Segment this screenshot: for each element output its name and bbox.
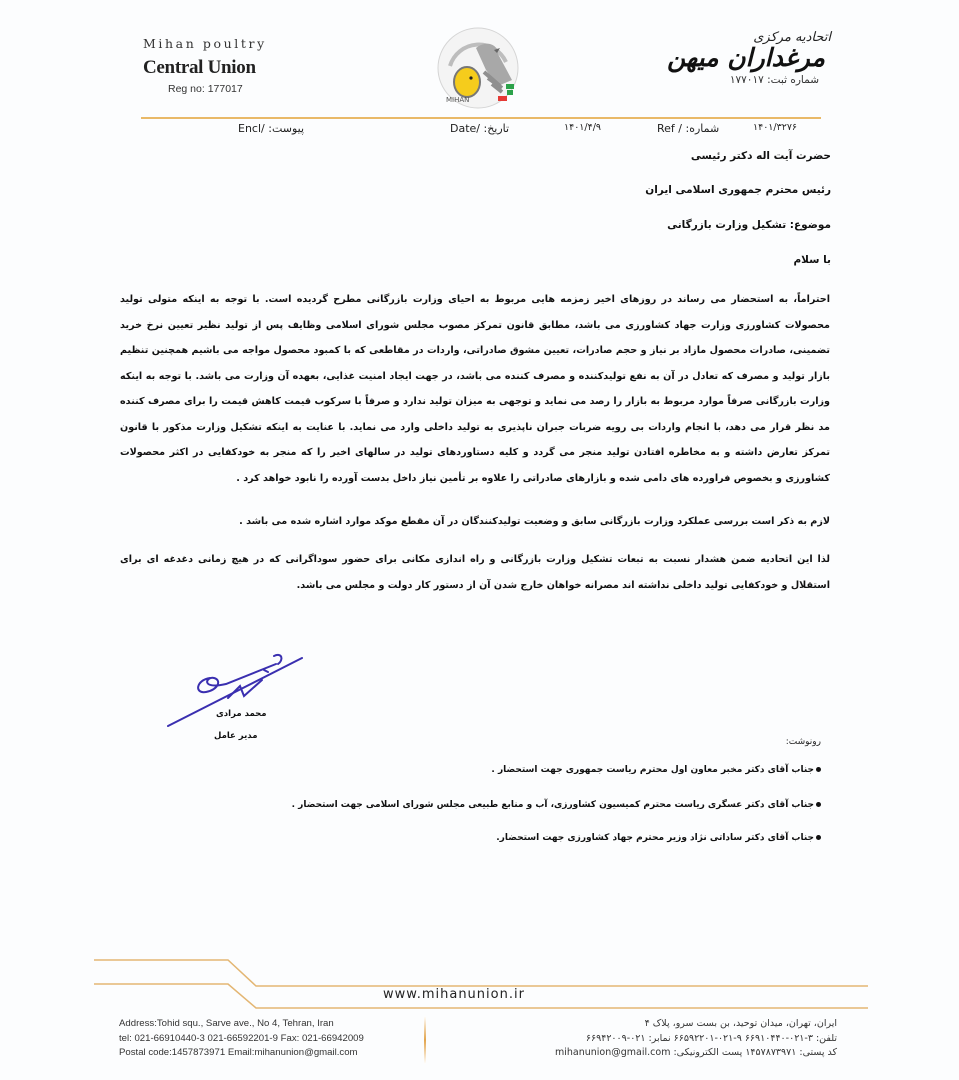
footer-address-en	[119, 1017, 364, 1061]
cc-item-text: جناب آقای دکتر ساداتی نژاد وزیر محترم جهاد کشاورزی جهت استحضار.	[496, 833, 814, 843]
letter-paragraph: لازم به ذکر است بررسی عملکرد وزارت بازرگانی سابق و وضعیت تولیدکنندگان در آن مقطع موکد موارد اشاره شده می باشد .	[239, 516, 830, 527]
letter-subject: موضوع: تشکیل وزارت بازرگانی	[667, 219, 831, 231]
date-label: Date/ :تاریخ	[450, 122, 510, 135]
reference-label: Ref / :شماره	[657, 122, 720, 135]
header-english	[143, 36, 267, 95]
svg-text:MIHAN: MIHAN	[446, 96, 470, 104]
cc-item	[491, 765, 821, 775]
header-divider	[141, 117, 821, 119]
cc-item-text: جناب آقای دکتر عسگری ریاست محترم کمیسیون کشاورزی، آب و منابع طبیعی مجلس شورای اسلامی جهت استحضار .	[291, 800, 814, 810]
union-logo-icon	[428, 26, 528, 112]
org-subtitle-fa: اتحادیه مرکزی	[753, 30, 831, 45]
cc-item	[292, 800, 821, 810]
org-subtitle-en: Mihan poultry	[143, 36, 267, 51]
enclosure-label: Encl/ :پیوست	[238, 122, 305, 135]
letter-greeting: با سلام	[793, 254, 831, 266]
bullet-icon	[816, 767, 821, 772]
header-persian	[667, 30, 831, 86]
date-value: ۱۴۰۱/۴/۹	[564, 122, 602, 133]
phone-line-fa: تلفن: ۳-۰۲۱-۶۶۹۱۰۴۴۰ ۹-۰۲۱-۶۶۵۹۲۲۰۱ نمابر: ۰۲۱-۶۶۹۴۲۰۰۹	[585, 1032, 837, 1044]
bullet-icon	[816, 802, 821, 807]
signatory-title: مدیر عامل	[214, 731, 258, 741]
letter-paragraph: احتراماً، به استحضار می رساند در روزهای اخیر زمزمه هایی مربوط به احیای وزارت بازرگانی مطرح گردیده است. با توجه به اینکه متولی تولید محصولات کشاورزی وزارت جهاد کشاورزی می باشد، مطابق قانون تمرکز مصوب مجلس شورای اسلامی وظایف پس از تولید نظیر تعیین نرخ خرید تضمینی، صادرات محصول مازاد بر نیاز و حجم صادرات، تعیین مشوق صادراتی، واردات در مقاطعی که با کمبود محصول مواجه می باشیم همچنین تنظیم بازار تولید و مصرف که تعادل در آن به نفع تولیدکننده و مصرف کننده می باشد، در جهت ایجاد امنیت غذایی، بعهده آن وزارت می باشد. با توجه به اینکه وزارت بازرگانی صرفاً موارد مربوط به بازار را رصد می نماید و توجهی به میزان تولید ندارد و صرفاً با سرکوب قیمت کاهش قیمت را برای مصرف کننده مد نظر قرار می دهد، با انجام واردات بی رویه ضربات جبران ناپذیری به تولید داخلی وارد می نماید. با عنایت به اینکه تشکیل وزارت مذکور با قانون تمرکز تعارض داشته و به مخاطره افتادن تولید منجر می گردد و کلیه دستاوردهای تولید در سالهای اخیر را که منجر به خودکفایی در اکثر محصولات کشاورزی و بخصوص فراورده های دامی شده و بازارهای صادراتی را علاوه بر تأمین نیاز داخل بدست آورده را نابود خواهد کرد .	[120, 294, 830, 484]
website-link[interactable]: www.mihanunion.ir	[383, 987, 525, 1002]
org-title-fa: مرغداران میهن	[667, 43, 825, 72]
addressee-title: رئیس محترم جمهوری اسلامی ایران	[645, 184, 831, 196]
reference-value: ۱۴۰۱/۳۲۷۶	[753, 122, 798, 133]
registration-number-en: Reg no: 177017	[168, 83, 243, 95]
org-title-en: Central Union	[143, 57, 256, 78]
cc-item	[496, 833, 821, 843]
address-line-fa: ایران، تهران، میدان توحید، بن بست سرو، پلاک ۴	[644, 1018, 837, 1029]
cc-heading: رونوشت:	[785, 737, 821, 747]
addressee-name: حضرت آیت اله دکتر رئیسی	[690, 150, 831, 162]
footer-address-fa	[555, 1017, 837, 1061]
phone-line-en: tel: 021-66910440-3 021-66592201-9 Fax: 021-66942009	[119, 1032, 364, 1044]
footer-divider	[424, 1016, 426, 1064]
signatory-name: محمد مرادی	[216, 709, 267, 719]
cc-item-text: جناب آقای دکتر مخبر معاون اول محترم ریاست جمهوری جهت استحضار .	[491, 765, 814, 775]
bullet-icon	[816, 835, 821, 840]
letter-paragraph: لذا این اتحادیه ضمن هشدار نسبت به تبعات تشکیل وزارت بازرگانی و راه اندازی مکانی برای حضور سوداگرانی که در هیچ زمانی دغدغه ای برای استقلال و خودکفایی تولید داخلی نداشته اند مصرانه خواهان خارج شدن آن از دستور کار دولت و مجلس می باشد.	[120, 554, 830, 591]
address-line-en: Address:Tohid squ., Sarve ave., No 4, Tehran, Iran	[119, 1018, 334, 1029]
postal-email-line-en: Postal code:1457873971 Email:mihanunion@gmail.com	[119, 1047, 358, 1058]
registration-number-fa: شماره ثبت: ۱۷۷۰۱۷	[729, 74, 819, 86]
postal-email-line-fa: کد پستی: ۱۴۵۷۸۷۳۹۷۱ پست الکترونیکی: mihanunion@gmail.com	[554, 1047, 837, 1058]
